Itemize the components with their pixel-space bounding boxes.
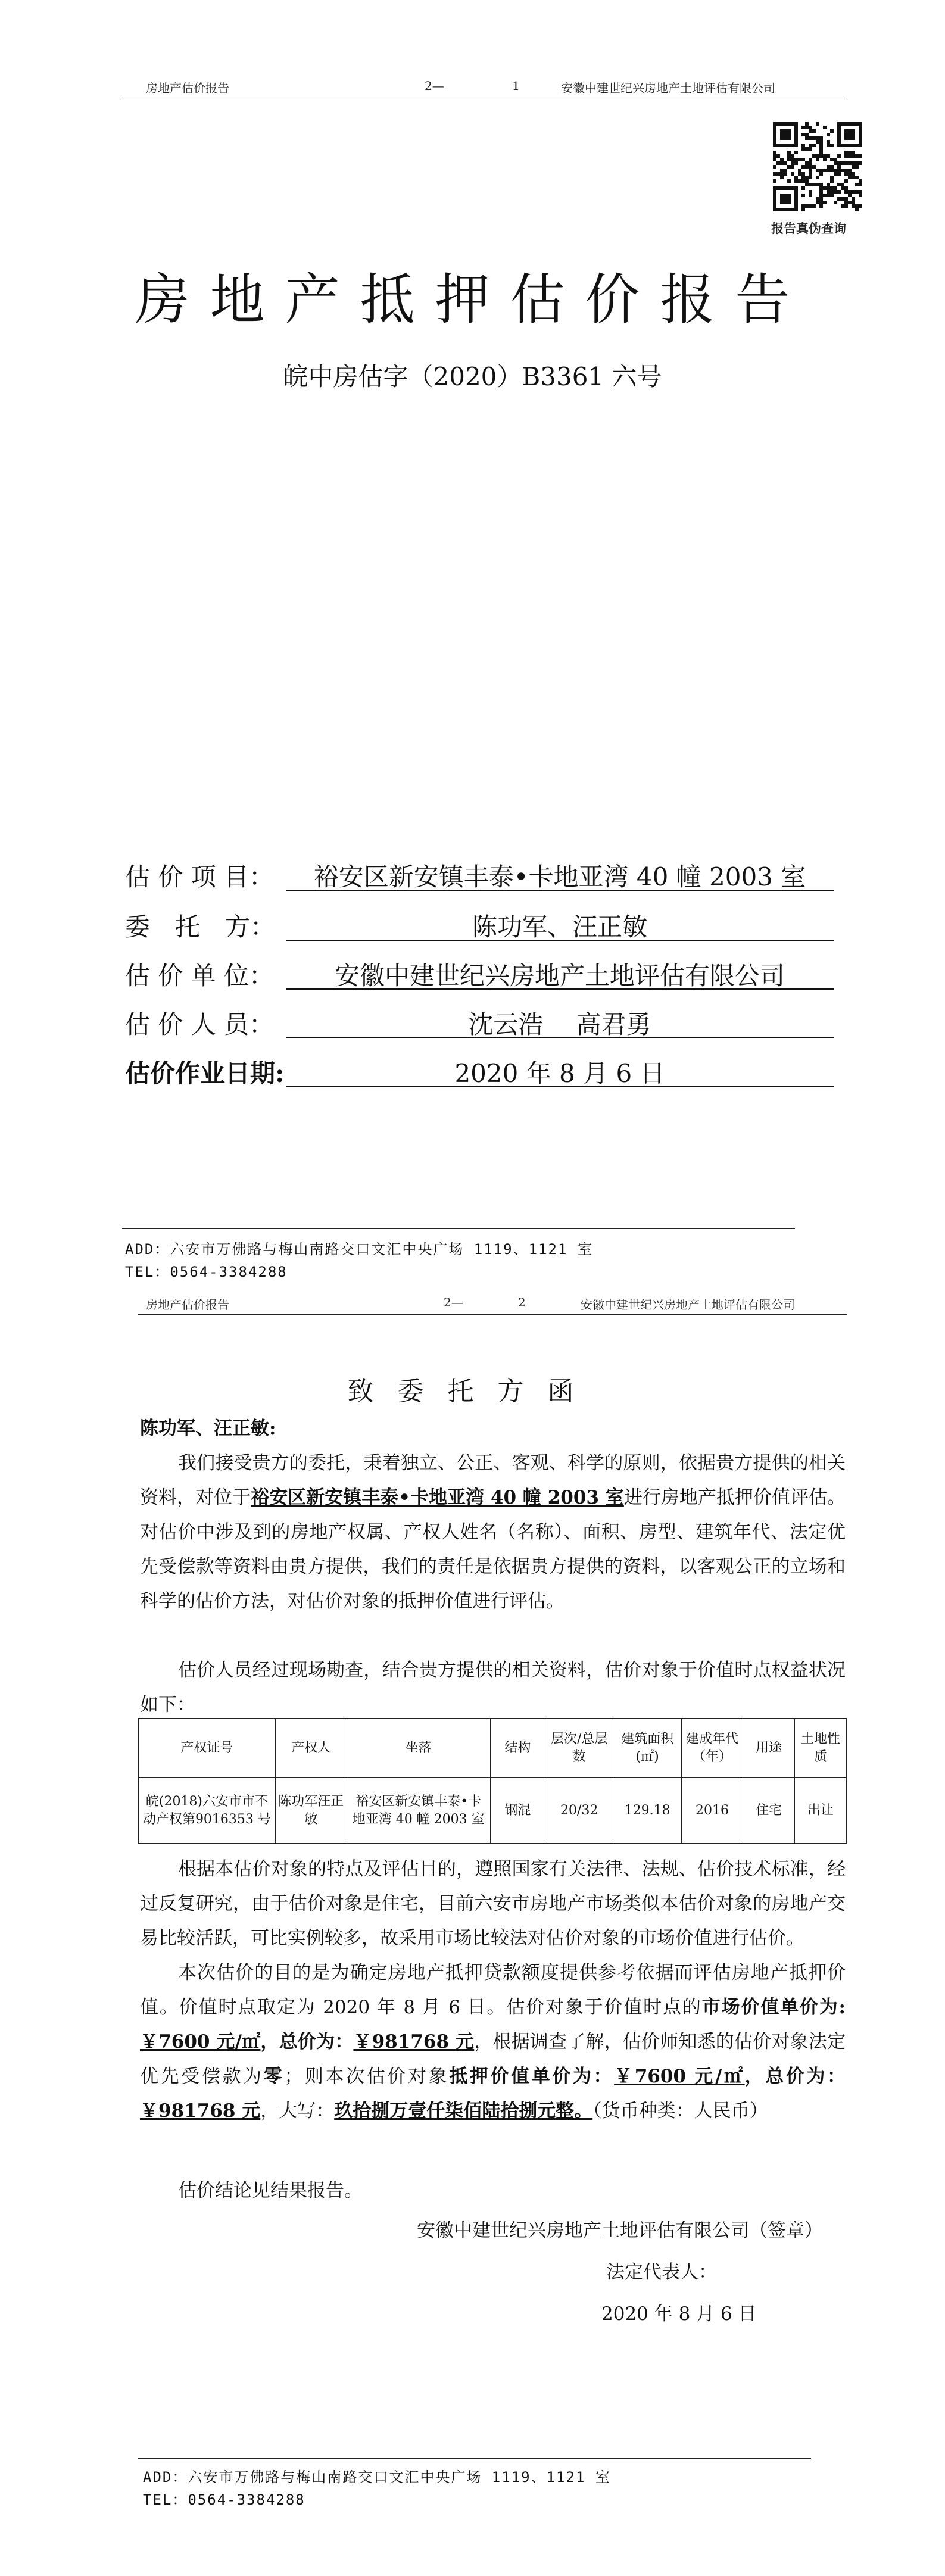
report-title: 房地产抵押估价报告 — [135, 268, 810, 332]
property-address: 裕安区新安镇丰泰•卡地亚湾 40 幢 2003 室 — [251, 1487, 624, 1508]
currency-note: （货币种类：人民币） — [592, 2100, 768, 2122]
header-left: 房地产估价报告 — [146, 1298, 229, 1312]
paragraph-2: 估价人员经过现场勘查，结合贵方提供的相关资料，估价对象于价值时点权益状况如下： — [140, 1660, 846, 1716]
table-cell: 20/32 — [545, 1778, 613, 1844]
info-label: 估 价 单 位： — [125, 961, 275, 990]
table-cell: 皖(2018)六安市市不动产权第9016353 号 — [139, 1778, 276, 1844]
document-number: 皖中房估字（2020）B3361 六号 — [283, 362, 662, 391]
header-page-number: 1 — [512, 79, 520, 93]
table-header: 坐落 — [347, 1719, 490, 1778]
text-run: ；则本次估价对象 — [284, 2066, 450, 2087]
table-cell: 住宅 — [743, 1778, 795, 1844]
footer-rule — [122, 1228, 795, 1229]
table-cell: 129.18 — [613, 1778, 681, 1844]
text-run: ，总价为： — [260, 2031, 354, 2053]
header-left: 房地产估价报告 — [146, 81, 229, 95]
header-page-prefix: 2— — [425, 79, 444, 93]
info-value: 沈云浩 高君勇 — [286, 1005, 834, 1038]
qr-caption: 报告真伪查询 — [771, 222, 846, 236]
info-label: 委 托 方： — [125, 912, 276, 941]
info-value: 安徽中建世纪兴房地产土地评估有限公司 — [286, 956, 834, 990]
text-run: 本次估价的目的是为确定房地产抵押贷款额度提供参考依据而评估房地产抵押价值。价值时点取定为 2020 年 8 月 6 日。估价对象于价值时点的 — [140, 1962, 846, 2018]
table-header: 建成年代（年） — [681, 1719, 743, 1778]
priority-claims: 零 — [263, 2066, 285, 2087]
mortgage-total-price: ￥981768 元 — [140, 2100, 261, 2122]
table-header: 结构 — [490, 1719, 545, 1778]
footer-address: ADD：六安市万佛路与梅山南路交口文汇中央广场 1119、1121 室 — [125, 1241, 593, 1258]
property-table — [138, 1718, 847, 1844]
signature-company: 安徽中建世纪兴房地产土地评估有限公司（签章） — [417, 2220, 823, 2241]
header-right: 安徽中建世纪兴房地产土地评估有限公司 — [581, 1298, 795, 1312]
signature-date: 2020 年 8 月 6 日 — [601, 2303, 757, 2325]
mortgage-unit-price: ￥7600 元/㎡ — [614, 2066, 745, 2087]
table-cell: 裕安区新安镇丰泰•卡地亚湾 40 幢 2003 室 — [347, 1778, 490, 1844]
header-page-prefix: 2— — [444, 1295, 463, 1309]
text-run: ，根据调查了解，估价师知悉的估价对象法定优先受偿款为 — [140, 2031, 846, 2087]
table-header: 产权证号 — [139, 1719, 276, 1778]
mortgage-unit-price-label: 抵押价值单价为： — [449, 2066, 615, 2087]
header-page-number: 2 — [518, 1295, 526, 1309]
info-label: 估 价 项 目： — [125, 862, 275, 891]
amount-in-words: 玖拾捌万壹仟柒佰陆拾捌元整。 — [334, 2100, 593, 2122]
qr-code[interactable] — [773, 122, 862, 211]
salutation: 陈功军、汪正敏: — [140, 1418, 276, 1439]
header-rule — [138, 1314, 847, 1315]
text-run: 进行房地产抵押价值评估。对估价中涉及到的房地产权属、产权人姓名（名称）、面积、房型、建筑年代、法定优先受偿款等资料由贵方提供，我们的责任是依据贵方提供的资料，以客观公正的立场和科学的估价方法，对估价对象的抵押价值进行评估。 — [140, 1487, 846, 1612]
footer-address: ADD：六安市万佛路与梅山南路交口文汇中央广场 1119、1121 室 — [143, 2469, 611, 2485]
section-title: 致委托方函 — [347, 1376, 598, 1406]
info-value: 2020 年 8 月 6 日 — [286, 1054, 834, 1087]
paragraph-3: 根据本估价对象的特点及评估目的，遵照国家有关法律、法规、估价技术标准，经过反复研究，由于估价对象是住宅，目前六安市房地产市场类似本估价对象的房地产交易比较活跃，可比实例较多，故采用市场比较法对估价对象的市场价值进行估价。 — [140, 1858, 846, 1949]
info-label: 估价作业日期: — [125, 1059, 285, 1088]
table-cell: 陈功军汪正敏 — [275, 1778, 347, 1844]
table-cell: 钢混 — [490, 1778, 545, 1844]
table-cell: 出让 — [795, 1778, 847, 1844]
table-header: 建筑面积(㎡) — [613, 1719, 681, 1778]
footer-tel: TEL：0564-3384288 — [143, 2491, 305, 2508]
table-header: 层次/总层数 — [545, 1719, 613, 1778]
footer-rule — [138, 2458, 811, 2459]
market-total-price: ￥981768 元 — [353, 2031, 475, 2053]
text-run: 我们接受贵方的委托，秉着独立、公正、客观、科学的原则，依据贵方提供的相关资料，对位于 — [140, 1452, 846, 1508]
table-header: 用途 — [743, 1719, 795, 1778]
paragraph-1 — [140, 1446, 846, 1618]
text-run: ，总价为： — [744, 2066, 846, 2087]
market-unit-price-label: 市场价值单价为: — [701, 1997, 846, 2018]
footer-tel: TEL：0564-3384288 — [125, 1264, 288, 1280]
signature-representative: 法定代表人： — [606, 2262, 717, 2283]
header-right: 安徽中建世纪兴房地产土地评估有限公司 — [561, 81, 775, 95]
table-header: 产权人 — [275, 1719, 347, 1778]
paragraph-5: 估价结论见结果报告。 — [178, 2180, 363, 2201]
market-unit-price: ￥7600 元/㎡ — [140, 2031, 261, 2053]
info-value: 陈功军、汪正敏 — [286, 907, 834, 941]
paragraph-4 — [140, 1956, 846, 2128]
table-cell: 2016 — [681, 1778, 743, 1844]
info-label: 估 价 人 员： — [125, 1010, 275, 1039]
table-header: 土地性质 — [795, 1719, 847, 1778]
text-run: ，大写： — [260, 2100, 335, 2122]
info-value: 裕安区新安镇丰泰•卡地亚湾 40 幢 2003 室 — [286, 857, 834, 891]
table-header-row — [139, 1719, 847, 1778]
table-row — [139, 1778, 847, 1844]
